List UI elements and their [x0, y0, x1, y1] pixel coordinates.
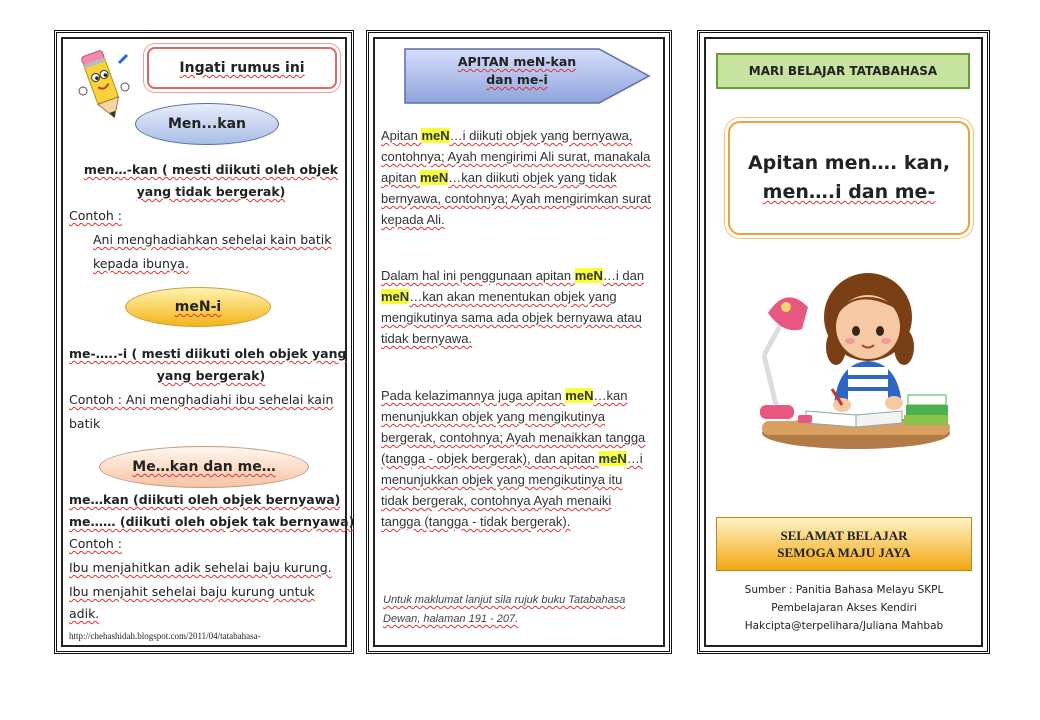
- pill-men-i-label: meN-i: [174, 299, 222, 315]
- pill-me-kan-dan-me-label: Me…kan dan me…: [132, 459, 276, 475]
- source-line1: Sumber : Panitia Bahasa Melayu SKPL: [744, 584, 944, 596]
- example-2-line1: Contoh : Ani menghadiahi ibu sehelai kain: [69, 392, 334, 407]
- source-line2: Pembelajaran Akses Kendiri: [771, 602, 917, 614]
- panel-explanation: [366, 30, 672, 654]
- rule-men-kan-line1: men…-kan ( mesti diikuti oleh objek: [83, 162, 339, 177]
- source-line3: Hakcipta@terpelihara/Juliana Mahbab: [744, 620, 944, 632]
- example-1-line2: kepada ibunya.: [93, 256, 189, 271]
- pill-me-kan-dan-me: [99, 446, 309, 488]
- example-label-1: Contoh :: [69, 208, 122, 223]
- pencil-mascot-icon: [73, 43, 135, 123]
- arrow-line1: APITAN meN-kan: [457, 54, 577, 69]
- cover-header: [716, 53, 970, 89]
- greeting-line2: SEMOGA MAJU JAYA: [777, 545, 911, 560]
- greeting-box: [716, 517, 972, 571]
- cover-title-line2: men….i dan me-: [762, 181, 936, 203]
- reference-note: Untuk maklumat lanjut sila rujuk buku Tatabahasa Dewan, halaman 191 - 207.: [383, 594, 626, 625]
- example-3-line1: Ibu menjahitkan adik sehelai baju kurung.: [69, 560, 332, 575]
- example-label-3: Contoh :: [69, 536, 122, 551]
- pill-men-i: [125, 287, 271, 327]
- cover-title-box: [728, 121, 970, 235]
- example-1-line1: Ani menghadiahkan sehelai kain batik: [93, 232, 332, 247]
- example-3-line3: adik.: [69, 606, 100, 621]
- rule-me-kan-line2: me…… (diikuti oleh objek tak bernyawa): [69, 514, 355, 529]
- girl-studying-illustration: [746, 255, 952, 455]
- source-url[interactable]: http://chehashidah.blogspot.com/2011/04/tatabahasa-: [69, 631, 261, 641]
- paragraph-1: Apitan meN…i diikuti objek yang bernyawa, contohnya; Ayah mengirimi Ali surat, manakala apitan meN…kan diikuti objek yang tidak bernyawa, contohnya; Ayah mengirimkan surat kepada Ali.: [381, 128, 652, 227]
- rule-me-kan-line1: me…kan (diikuti oleh objek bernyawa): [69, 492, 341, 507]
- panel-formulas: [54, 30, 354, 654]
- arrow-banner-text: [417, 53, 617, 89]
- pill-men-kan: [135, 103, 279, 145]
- paragraph-3: Pada kelazimannya juga apitan meN…kan menunjukkan objek yang mengikutinya bergerak, contohnya; Ayah menaikkan tangga (tangga - objek bergerak), dan apitan meN…i menunjukkan objek yang mengikutinya itu tidak bergerak, contohnya Ayah menaiki tangga (tangga - tidak bergerak).: [381, 388, 646, 529]
- example-2-line2: batik: [69, 416, 101, 431]
- greeting-line1: SELAMAT BELAJAR: [780, 528, 908, 543]
- pill-men-kan-label: Men...kan: [167, 116, 247, 132]
- panel-cover: [697, 30, 990, 654]
- formula-title: Ingati rumus ini: [179, 60, 305, 76]
- rule-men-i-line1: me-…..-i ( mesti diikuti oleh objek yang: [69, 346, 347, 361]
- formula-title-box: [147, 47, 337, 89]
- cover-title-line1: Apitan men…. kan,: [747, 152, 951, 174]
- paragraph-2: Dalam hal ini penggunaan apitan meN…i dan meN…kan akan menentukan objek yang mengikutinya sama ada objek bernyawa atau tidak bernyawa.: [381, 268, 645, 346]
- example-3-line2: Ibu menjahit sehelai baju kurung untuk: [69, 584, 315, 599]
- rule-men-kan-line2: yang tidak bergerak): [136, 184, 286, 199]
- source-credit: [710, 581, 978, 635]
- arrow-line2: dan me-i: [486, 72, 548, 87]
- cover-header-label: MARI BELAJAR TATABAHASA: [748, 64, 938, 78]
- rule-men-i-line2: yang bergerak): [156, 368, 266, 383]
